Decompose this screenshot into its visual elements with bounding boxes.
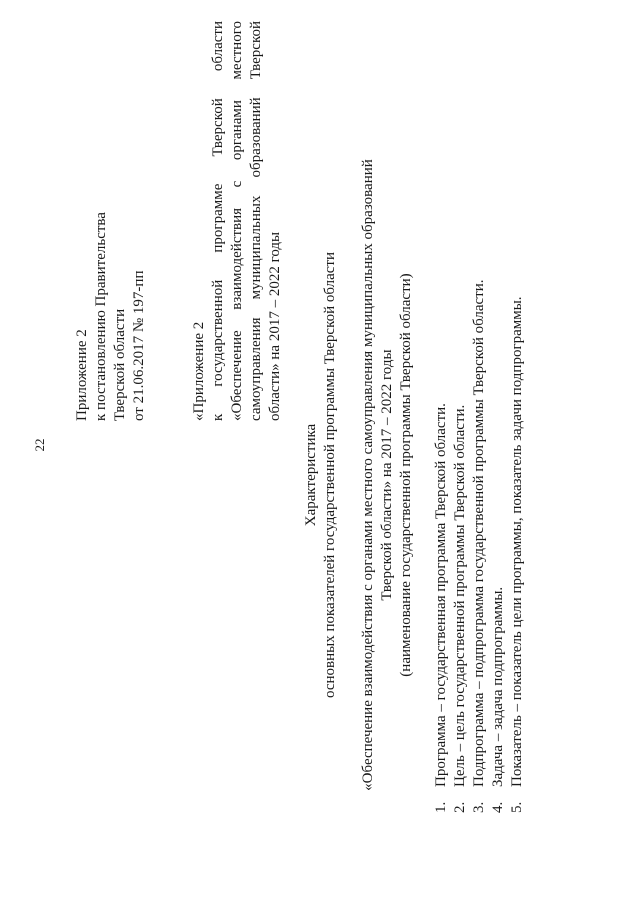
previous-annex-line: самоуправления муниципальных образований Тверской xyxy=(248,21,264,421)
definition-text: Цель – цель государственной программы Тверской области. xyxy=(452,404,468,787)
definition-number: 2. xyxy=(452,801,468,813)
title-subheading: основных показателей государственной программы Тверской области xyxy=(322,251,338,699)
definition-text: Подпрограмма – подпрограмма государственной программы Тверской области. xyxy=(471,279,487,787)
approval-line: к постановлению Правительства xyxy=(93,212,109,421)
program-name-caption: (наименование государственной программы Тверской области) xyxy=(398,273,414,677)
title-heading: Характеристика xyxy=(303,423,319,527)
definition-item xyxy=(508,13,527,813)
definition-number: 1. xyxy=(433,801,449,813)
title-spacer xyxy=(340,75,359,875)
previous-annex-line: «Приложение 2 xyxy=(191,321,207,421)
definitions-list xyxy=(432,13,527,813)
page-number: 22 xyxy=(32,438,47,452)
definition-text: Задача – задача подпрограммы. xyxy=(490,586,506,787)
previous-annex-line: области» на 2017 – 2022 годы xyxy=(267,231,283,421)
approval-line: Приложение 2 xyxy=(74,329,90,421)
definition-item xyxy=(432,13,451,813)
definition-item xyxy=(451,13,470,813)
previous-annex-line: «Обеспечение взаимодействия с органами местного xyxy=(229,21,245,421)
definition-item xyxy=(489,13,508,813)
definition-item xyxy=(470,13,489,813)
document-title xyxy=(302,75,416,875)
approval-line: Тверской области xyxy=(112,308,128,421)
definition-text: Программа – государственная программа Тверской области. xyxy=(433,403,449,787)
approval-line: от 21.06.2017 № 197-пп xyxy=(131,270,147,421)
definition-number: 4. xyxy=(490,801,506,813)
previous-annex-line: к государственной программе Тверской области xyxy=(210,21,226,421)
previous-annex-reference xyxy=(190,21,285,421)
program-name-line: Тверской области» на 2017 – 2022 годы xyxy=(379,349,395,601)
program-name-line: «Обеспечение взаимодействия с органами местного самоуправления муниципальных образований xyxy=(360,159,376,791)
approval-reference xyxy=(73,91,149,421)
definition-number: 3. xyxy=(471,801,487,813)
definition-number: 5. xyxy=(509,801,525,813)
definition-text: Показатель – показатель цели программы, показатель задачи подпрограммы. xyxy=(509,296,525,787)
